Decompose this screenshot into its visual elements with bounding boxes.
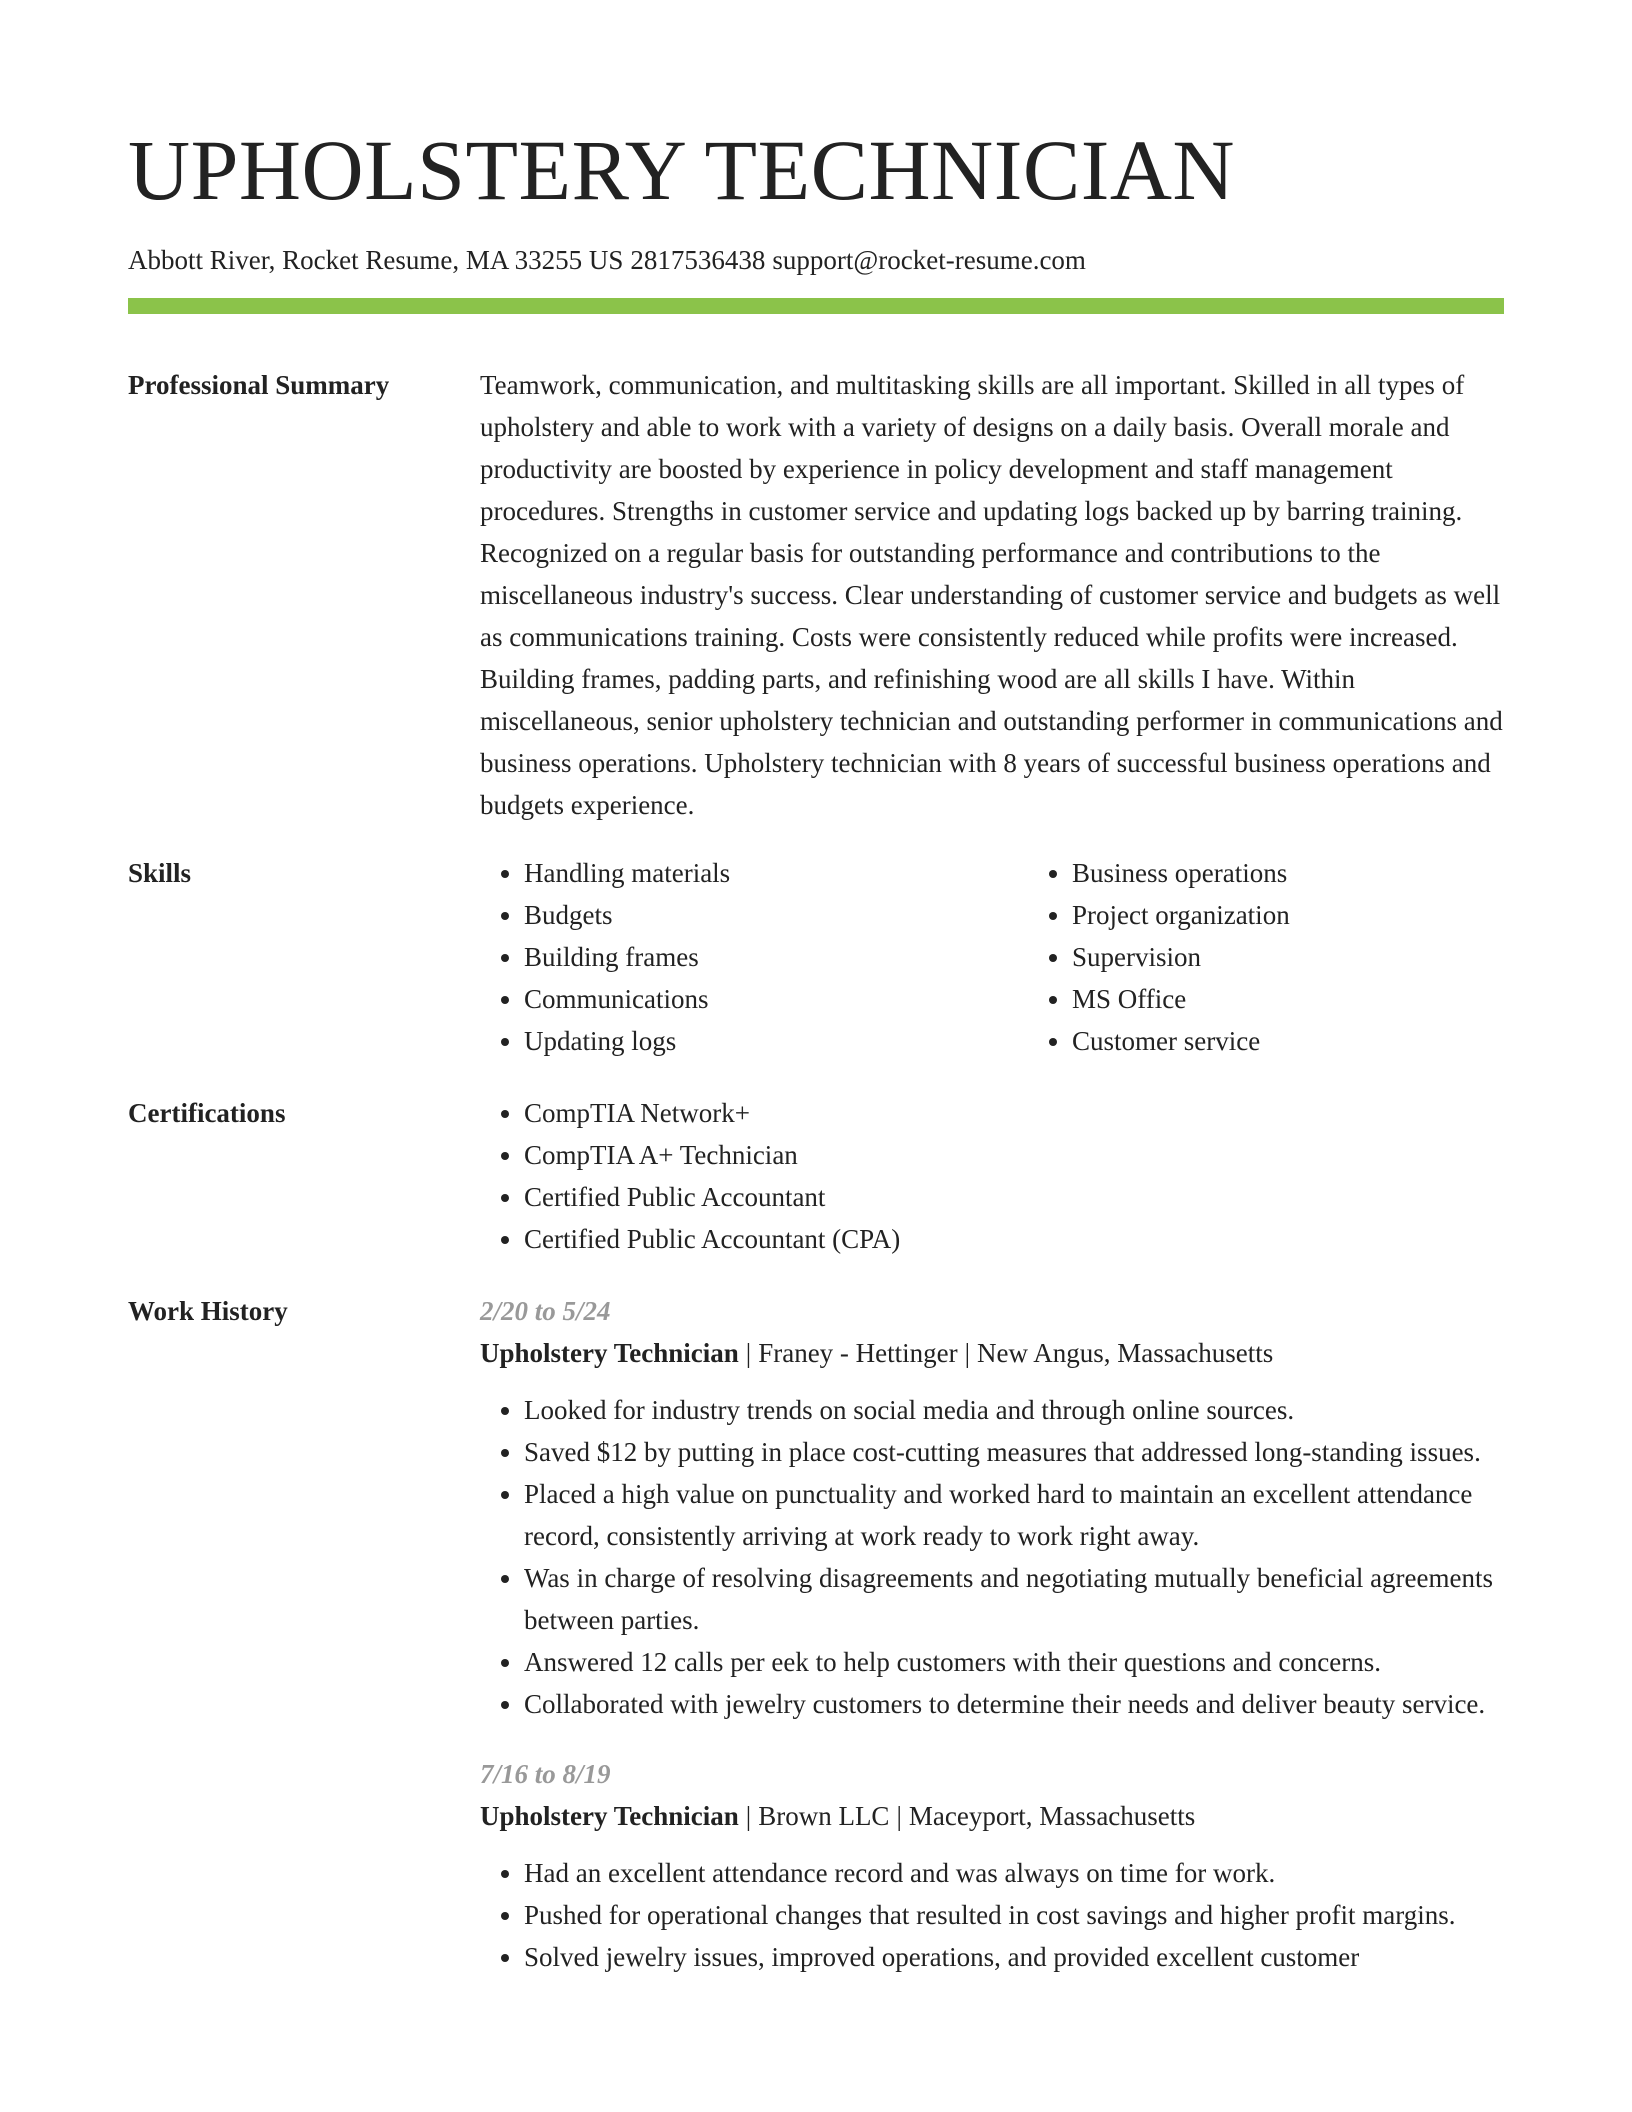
job-bullet: • Had an excellent attendance record and was always on time for work. — [524, 1852, 1504, 1894]
job-bullets — [480, 1852, 1504, 1978]
work-history-section — [128, 1290, 1504, 2006]
certification-item: • Certified Public Accountant — [524, 1176, 1504, 1218]
certification-item: • CompTIA A+ Technician — [524, 1134, 1504, 1176]
skills-section — [128, 852, 1504, 1062]
skills-body — [480, 852, 1576, 1062]
contact-phone: 2817536438 — [630, 245, 766, 275]
job-company: Franey - Hettinger — [758, 1338, 958, 1368]
certification-item: • CompTIA Network+ — [524, 1092, 1504, 1134]
skill-item: • Handling materials — [524, 852, 1028, 894]
job-bullet: • Saved $12 by putting in place cost-cutting measures that addressed long-standing issues. — [524, 1431, 1504, 1473]
separator: | — [745, 1338, 752, 1368]
skill-item: • Updating logs — [524, 1020, 1028, 1062]
job-bullets — [480, 1389, 1504, 1725]
certifications-body — [480, 1092, 1504, 1260]
job-company: Brown LLC — [758, 1801, 890, 1831]
summary-body — [480, 364, 1504, 826]
skill-item: • Budgets — [524, 894, 1028, 936]
job-dates: 2/20 to 5/24 — [480, 1296, 611, 1326]
job-bullet: • Was in charge of resolving disagreements and negotiating mutually beneficial agreements between parties. — [524, 1557, 1504, 1641]
certifications-section — [128, 1092, 1504, 1260]
skill-item: • Project organization — [1072, 894, 1576, 936]
skill-item: • Communications — [524, 978, 1028, 1020]
job-location: New Angus, Massachusetts — [977, 1338, 1274, 1368]
skill-item: • Business operations — [1072, 852, 1576, 894]
accent-divider — [128, 298, 1504, 314]
contact-line — [128, 242, 1504, 278]
skills-column-2 — [1028, 852, 1576, 1062]
candidate-name: UPHOLSTERY TECHNICIAN — [128, 122, 1236, 218]
contact-email: support@rocket-resume.com — [772, 245, 1086, 275]
job-bullet: • Solved jewelry issues, improved operations, and provided excellent customer — [524, 1936, 1504, 1978]
job-bullet: • Placed a high value on punctuality and worked hard to maintain an excellent attendance record, consistently arriving at work ready to work right away. — [524, 1473, 1504, 1557]
skill-item: • MS Office — [1072, 978, 1576, 1020]
certifications-list — [480, 1092, 1504, 1260]
job-bullet: • Looked for industry trends on social media and through online sources. — [524, 1389, 1504, 1431]
certification-item: • Certified Public Accountant (CPA) — [524, 1218, 1504, 1260]
skill-item: • Building frames — [524, 936, 1028, 978]
job-heading — [480, 1795, 1504, 1837]
job-dates: 7/16 to 8/19 — [480, 1759, 611, 1789]
contact-address: Abbott River, Rocket Resume, MA 33255 US — [128, 245, 624, 275]
skills-column-1 — [480, 852, 1028, 1062]
skill-item: • Customer service — [1072, 1020, 1576, 1062]
section-title-work-history: Work History — [128, 1296, 288, 1326]
job-entry — [480, 1290, 1504, 1725]
job-bullet: • Pushed for operational changes that resulted in cost savings and higher profit margins. — [524, 1894, 1504, 1936]
separator: | — [896, 1801, 902, 1831]
separator: | — [745, 1801, 752, 1831]
job-title: Upholstery Technician — [480, 1801, 739, 1831]
section-title-certifications: Certifications — [128, 1098, 286, 1128]
job-heading — [480, 1332, 1504, 1374]
job-bullet: • Answered 12 calls per eek to help customers with their questions and concerns. — [524, 1641, 1504, 1683]
work-history-body — [480, 1290, 1504, 2006]
section-title-summary: Professional Summary — [128, 370, 390, 400]
separator: | — [964, 1338, 971, 1368]
job-title: Upholstery Technician — [480, 1338, 739, 1368]
job-entry — [480, 1753, 1504, 1978]
skill-item: • Supervision — [1072, 936, 1576, 978]
summary-text: Teamwork, communication, and multitasking skills are all important. Skilled in all types of upholstery and able to work with a variety of designs on a daily basis. Overall morale and productivity are boosted by experience in policy development and staff management procedures. Strengths in customer service and updating logs backed up by barring training. Recognized on a regular basis for outstanding performance and contributions to the miscellaneous industry's success. Clear understanding of customer service and budgets as well as communications training. Costs were consistently reduced while profits were increased. Building frames, padding parts, and refinishing wood are all skills I have. Within miscellaneous, senior upholstery technician and outstanding performer in communications and business operations. Upholstery technician with 8 years of successful business operations and budgets experience. — [480, 370, 1503, 820]
section-title-skills: Skills — [128, 858, 192, 888]
job-bullet: • Collaborated with jewelry customers to determine their needs and deliver beauty service. — [524, 1683, 1504, 1725]
job-location: Maceyport, Massachusetts — [908, 1801, 1196, 1831]
resume-page — [128, 0, 1504, 2006]
summary-section — [128, 364, 1504, 826]
